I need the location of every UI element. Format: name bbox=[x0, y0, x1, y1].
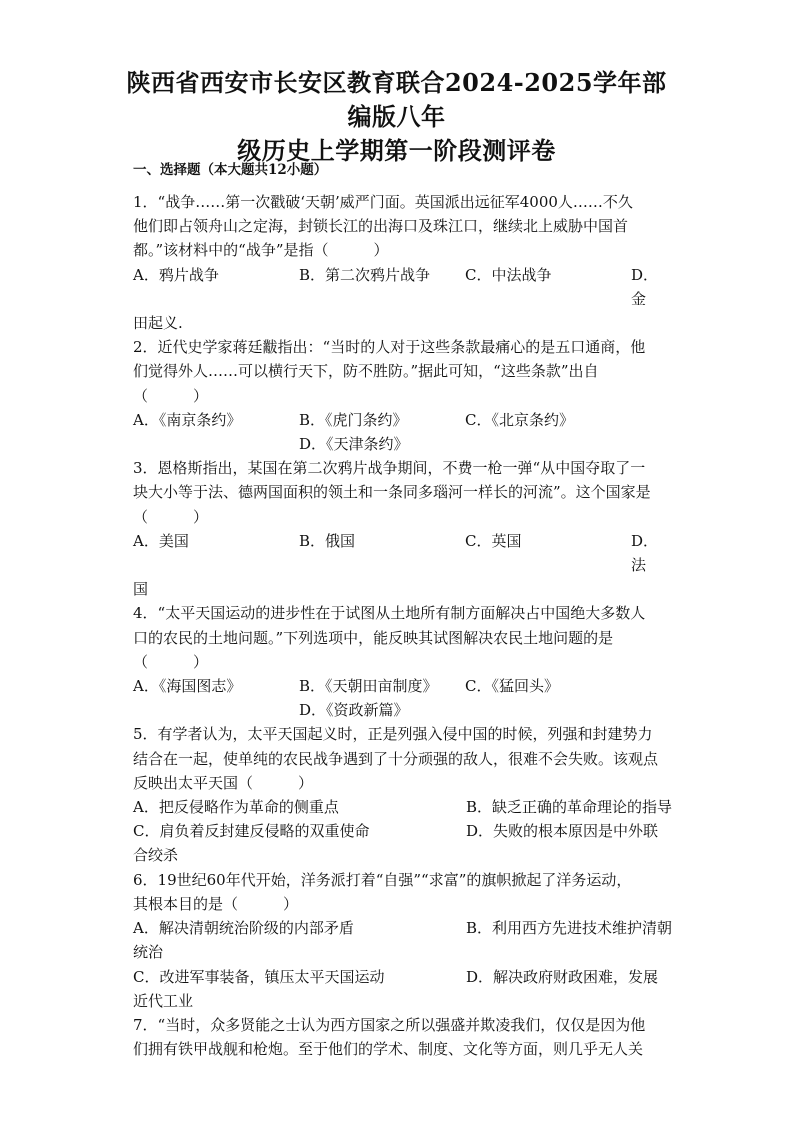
option-c: C．肩负着反封建反侵略的双重使命 bbox=[133, 822, 370, 841]
question-stem-line: 们拥有铁甲战舰和枪炮。至于他们的学术、制度、文化等方面，则几乎无人关 bbox=[133, 1040, 644, 1059]
question-stem-line: 其根本目的是（ ） bbox=[133, 894, 299, 913]
question-2 bbox=[133, 335, 673, 456]
options-row bbox=[133, 529, 673, 577]
title-line-2: 级历史上学期第一阶段测评卷 bbox=[237, 136, 556, 165]
title-line-1: 陕西省西安市长安区教育联合2024-2025学年部编版八年 bbox=[126, 68, 667, 131]
option-c: C．改进军事装备，镇压太平天国运动 bbox=[133, 967, 385, 986]
options-row bbox=[133, 263, 673, 311]
question-6 bbox=[133, 868, 673, 1013]
question-stem-line: 结合在一起，使单纯的农民战争遇到了十分顽强的敌人，很难不会失败。该观点 bbox=[133, 749, 659, 768]
option-continuation: 统治 bbox=[133, 943, 164, 962]
question-stem-line: 1．“战争……第一次戳破‘天朝’威严门面。英国派出远征军4000人……不久 bbox=[133, 193, 633, 211]
question-stem-line: 都。”该材料中的“战争”是指（ ） bbox=[133, 241, 389, 260]
options-row bbox=[133, 965, 673, 989]
question-stem-line: 4．“太平天国运动的进步性在于试图从土地所有制方面解决占中国绝大多数人 bbox=[133, 604, 646, 623]
question-stem-line: 反映出太平天国（ ） bbox=[133, 773, 314, 792]
question-stem-line: 他们即占领舟山之定海，封锁长江的出海口及珠江口，继续北上威胁中国首 bbox=[133, 217, 629, 236]
option-a: A．鸦片战争 bbox=[133, 265, 219, 284]
options-row bbox=[133, 674, 673, 698]
option-b: B．俄国 bbox=[299, 531, 356, 550]
question-stem-line: 块大小等于法、德两国面积的领土和一条同多瑙河一样长的河流”。这个国家是 bbox=[133, 483, 651, 502]
option-b: B．第二次鸦片战争 bbox=[299, 265, 431, 284]
question-stem-line: 6．19世纪60年代开始，洋务派打着“自强”“求富”的旗帜掀起了洋务运动， bbox=[133, 870, 632, 889]
option-d: D．《天津条约》 bbox=[299, 435, 409, 454]
option-d: D．解决政府财政困难，发展 bbox=[466, 967, 659, 986]
option-d: D．《资政新篇》 bbox=[299, 701, 409, 720]
question-list bbox=[133, 190, 673, 1061]
question-stem-line: （ ） bbox=[133, 507, 209, 526]
option-c: C．《北京条约》 bbox=[465, 410, 574, 429]
option-d: D．法 bbox=[631, 531, 659, 575]
option-b: B．缺乏正确的革命理论的指导 bbox=[466, 798, 673, 817]
option-d: D．失败的根本原因是中外联 bbox=[466, 822, 659, 841]
options-row bbox=[133, 819, 673, 843]
question-stem-line: 7．“当时，众多贤能之士认为西方国家之所以强盛并欺凌我们，仅仅是因为他 bbox=[133, 1015, 646, 1034]
options-row bbox=[133, 795, 673, 819]
option-c: C．英国 bbox=[465, 531, 522, 550]
option-b: B．《虎门条约》 bbox=[299, 410, 408, 429]
option-a: A．把反侵略作为革命的侧重点 bbox=[133, 798, 339, 817]
question-stem-line: （ ） bbox=[133, 386, 209, 405]
question-stem-line: 们觉得外人……可以横行天下，防不胜防。”据此可知，“这些条款”出自 bbox=[133, 362, 599, 381]
question-7 bbox=[133, 1013, 673, 1061]
option-a: A．美国 bbox=[133, 531, 189, 550]
question-stem-line: 2．近代史学家蒋廷黻指出：“当时的人对于这些条款最痛心的是五口通商，他 bbox=[133, 338, 646, 357]
section-heading: 一、选择题（本大题共12小题） bbox=[133, 162, 328, 178]
question-5 bbox=[133, 722, 673, 867]
option-b: B．利用西方先进技术维护清朝 bbox=[466, 919, 673, 938]
option-continuation: 合绞杀 bbox=[133, 846, 179, 865]
question-stem-line: （ ） bbox=[133, 652, 209, 671]
option-a: A．《南京条约》 bbox=[133, 410, 242, 429]
option-continuation: 近代工业 bbox=[133, 991, 194, 1010]
document-title bbox=[120, 66, 673, 168]
question-stem-line: 口的农民的土地问题。”下列选项中，能反映其试图解决农民土地问题的是 bbox=[133, 628, 614, 647]
option-continuation: 国 bbox=[133, 580, 149, 599]
option-continuation: 田起义. bbox=[133, 314, 183, 333]
options-row bbox=[133, 408, 673, 432]
question-4 bbox=[133, 601, 673, 722]
question-3 bbox=[133, 456, 673, 601]
option-c: C．中法战争 bbox=[465, 265, 552, 284]
question-1 bbox=[133, 190, 673, 335]
option-c: C．《猛回头》 bbox=[465, 677, 559, 696]
question-stem-line: 5．有学者认为，太平天国起义时，正是列强入侵中国的时候，列强和封建势力 bbox=[133, 725, 653, 744]
options-row bbox=[133, 916, 673, 940]
option-b: B．《天朝田亩制度》 bbox=[299, 677, 438, 696]
question-stem-line: 3．恩格斯指出，某国在第二次鸦片战争期间，不费一枪一弹“从中国夺取了一 bbox=[133, 459, 646, 478]
option-a: A．《海国图志》 bbox=[133, 677, 242, 696]
option-d: D．金 bbox=[631, 265, 659, 308]
option-a: A．解决清朝统治阶级的内部矛盾 bbox=[133, 919, 354, 938]
